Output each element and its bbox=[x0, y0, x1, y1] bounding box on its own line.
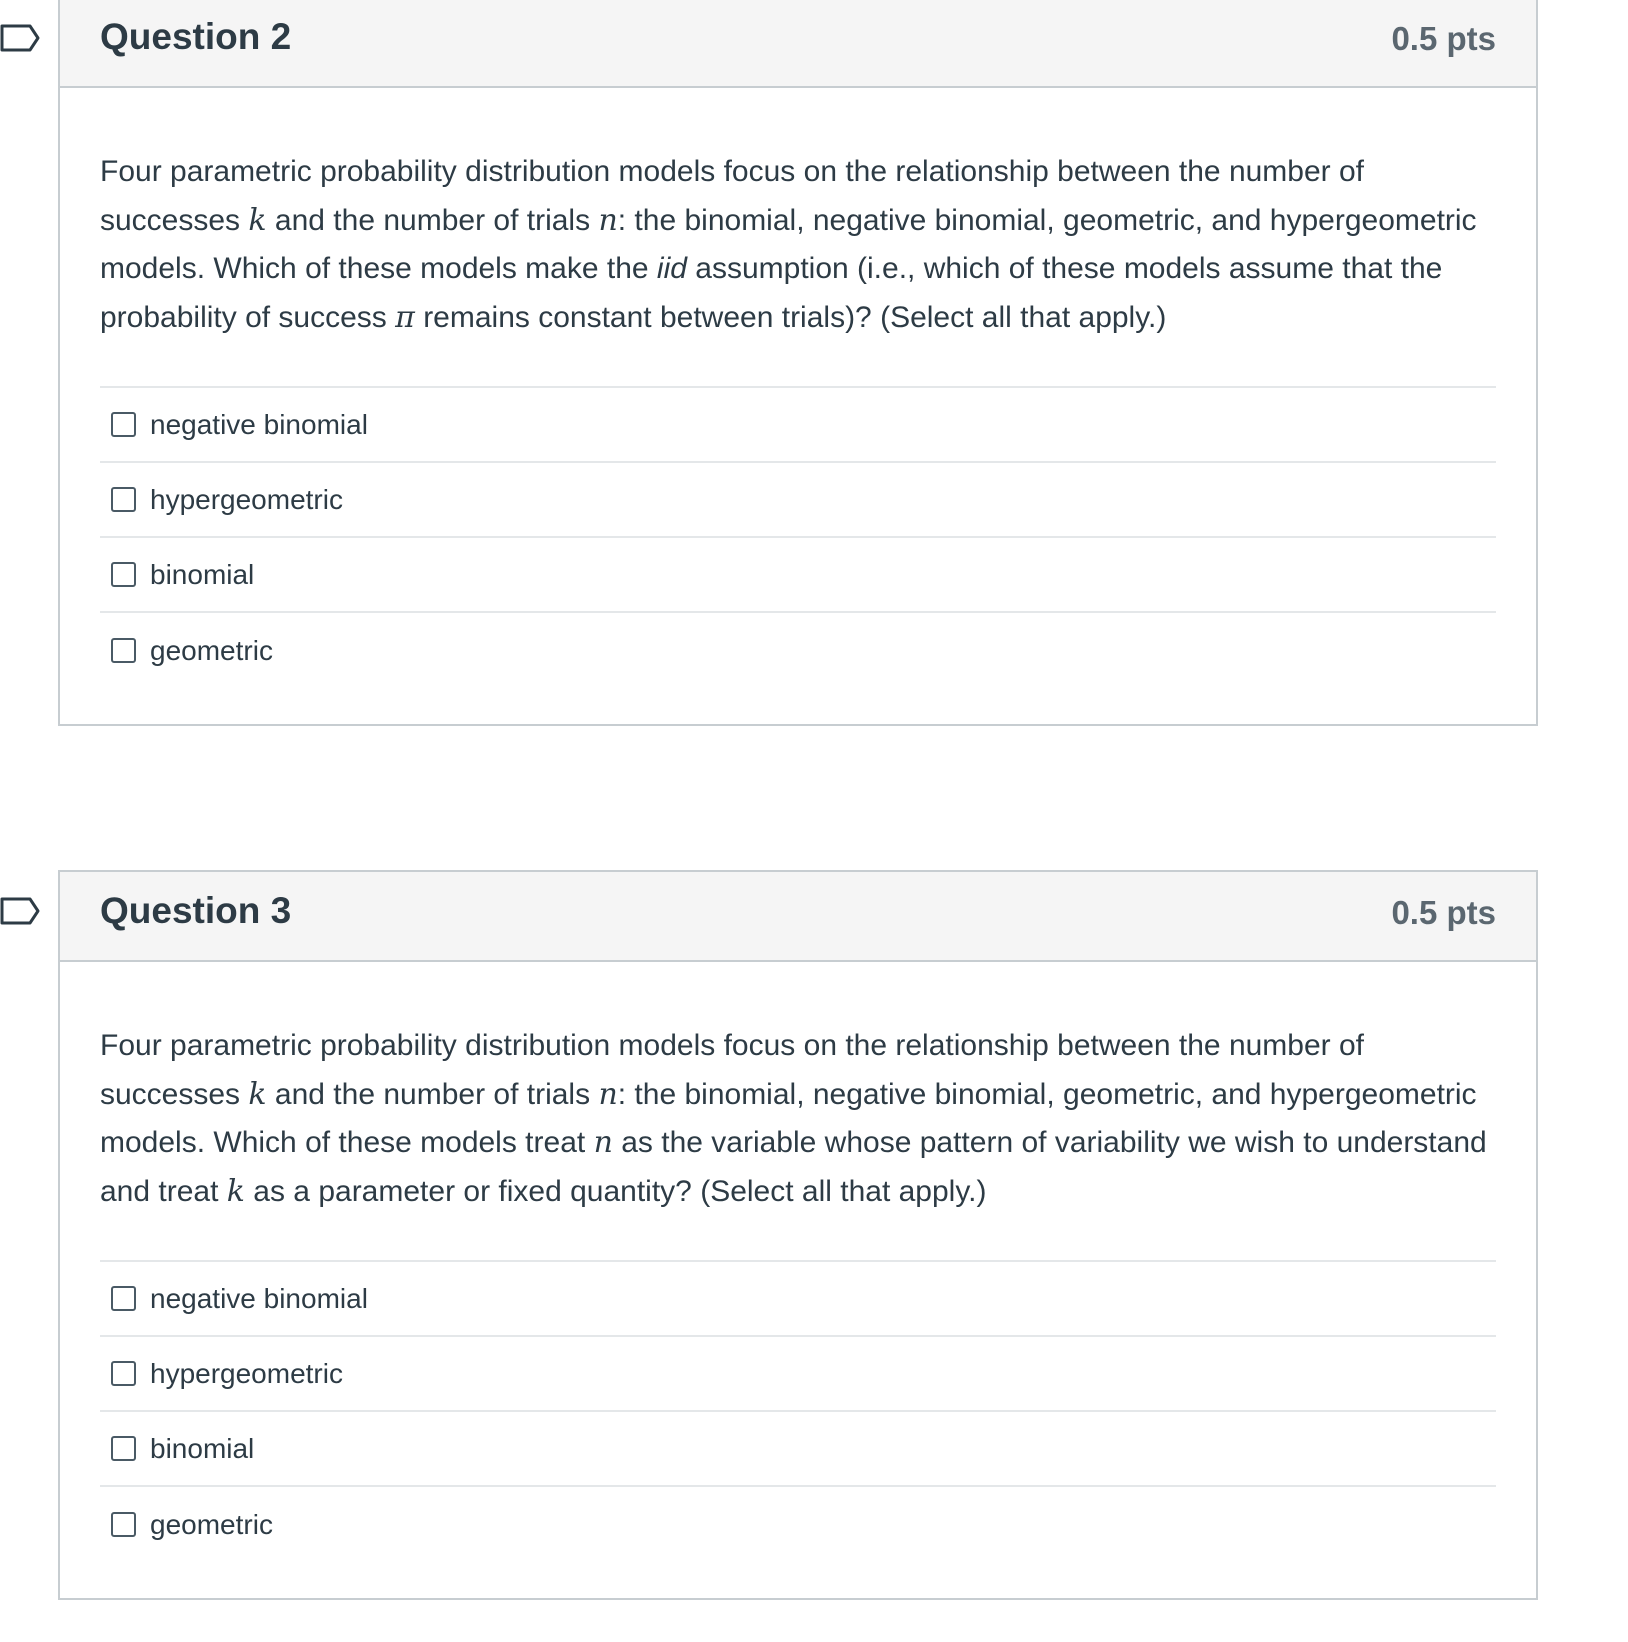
answer-option[interactable] bbox=[100, 463, 1496, 538]
math-variable-n: n bbox=[598, 202, 618, 238]
question-text-part: and the number of trials bbox=[266, 203, 599, 237]
question-body bbox=[60, 962, 1536, 1598]
question-text-part: and the number of trials bbox=[266, 1077, 599, 1111]
question-header bbox=[60, 872, 1536, 962]
answer-option[interactable] bbox=[100, 613, 1496, 688]
checkbox-unchecked-icon[interactable] bbox=[111, 412, 136, 437]
answer-list bbox=[100, 1260, 1496, 1562]
answer-label: binomial bbox=[150, 558, 255, 590]
answer-label: negative binomial bbox=[150, 408, 368, 440]
math-variable-n: n bbox=[598, 1076, 618, 1112]
checkbox-unchecked-icon[interactable] bbox=[111, 562, 136, 587]
flag-question-icon[interactable] bbox=[0, 20, 40, 60]
checkbox-unchecked-icon[interactable] bbox=[111, 1361, 136, 1386]
answer-option[interactable] bbox=[100, 1337, 1496, 1412]
question-title: Question 3 bbox=[100, 890, 292, 931]
emphasis-iid: iid bbox=[656, 252, 687, 285]
question-text-part: Four parametric probability distribution models focus on the relationship between the number of successes bbox=[100, 1029, 1365, 1111]
answer-label: geometric bbox=[150, 634, 273, 666]
answer-option[interactable] bbox=[100, 388, 1496, 463]
answer-label: geometric bbox=[150, 1508, 273, 1540]
checkbox-unchecked-icon[interactable] bbox=[111, 1436, 136, 1461]
math-variable-k: k bbox=[248, 1076, 267, 1112]
answer-label: binomial bbox=[150, 1432, 255, 1464]
question-text-part: remains constant between trials)? (Select all that apply.) bbox=[414, 300, 1167, 334]
answer-list bbox=[100, 386, 1496, 688]
answer-label: hypergeometric bbox=[150, 483, 343, 515]
question-text-part: as a parameter or fixed quantity? (Select all that apply.) bbox=[244, 1174, 987, 1208]
answer-option[interactable] bbox=[100, 538, 1496, 613]
question-text bbox=[100, 148, 1496, 342]
question-text-part: Four parametric probability distribution models focus on the relationship between the number of successes bbox=[100, 155, 1365, 237]
answer-label: hypergeometric bbox=[150, 1357, 343, 1389]
answer-option[interactable] bbox=[100, 1262, 1496, 1337]
question-text-part: as the variable whose pattern of variability we wish to understand and treat bbox=[100, 1126, 1487, 1208]
math-variable-k: k bbox=[226, 1173, 245, 1209]
question-text bbox=[100, 1022, 1496, 1216]
question-3-card bbox=[58, 870, 1538, 1600]
question-header bbox=[60, 0, 1536, 88]
math-variable-pi: π bbox=[395, 299, 415, 335]
checkbox-unchecked-icon[interactable] bbox=[111, 487, 136, 512]
answer-option[interactable] bbox=[100, 1412, 1496, 1487]
question-points: 0.5 pts bbox=[1391, 894, 1496, 931]
question-2-card bbox=[58, 0, 1538, 726]
question-title: Question 2 bbox=[100, 16, 292, 57]
question-points: 0.5 pts bbox=[1391, 20, 1496, 57]
question-text-part: : the binomial, negative binomial, geometric, and hypergeometric models. Which of these models make the bbox=[100, 203, 1477, 285]
checkbox-unchecked-icon[interactable] bbox=[111, 638, 136, 663]
math-variable-k: k bbox=[248, 202, 267, 238]
question-text-part: assumption (i.e., which of these models assume that the probability of success bbox=[100, 252, 1443, 334]
checkbox-unchecked-icon[interactable] bbox=[111, 1512, 136, 1537]
question-text-part: : the binomial, negative binomial, geometric, and hypergeometric models. Which of these models treat bbox=[100, 1077, 1477, 1159]
question-body bbox=[60, 88, 1536, 724]
math-variable-n: n bbox=[593, 1125, 613, 1160]
flag-question-icon[interactable] bbox=[0, 893, 40, 933]
answer-label: negative binomial bbox=[150, 1282, 368, 1314]
checkbox-unchecked-icon[interactable] bbox=[111, 1286, 136, 1311]
answer-option[interactable] bbox=[100, 1487, 1496, 1562]
